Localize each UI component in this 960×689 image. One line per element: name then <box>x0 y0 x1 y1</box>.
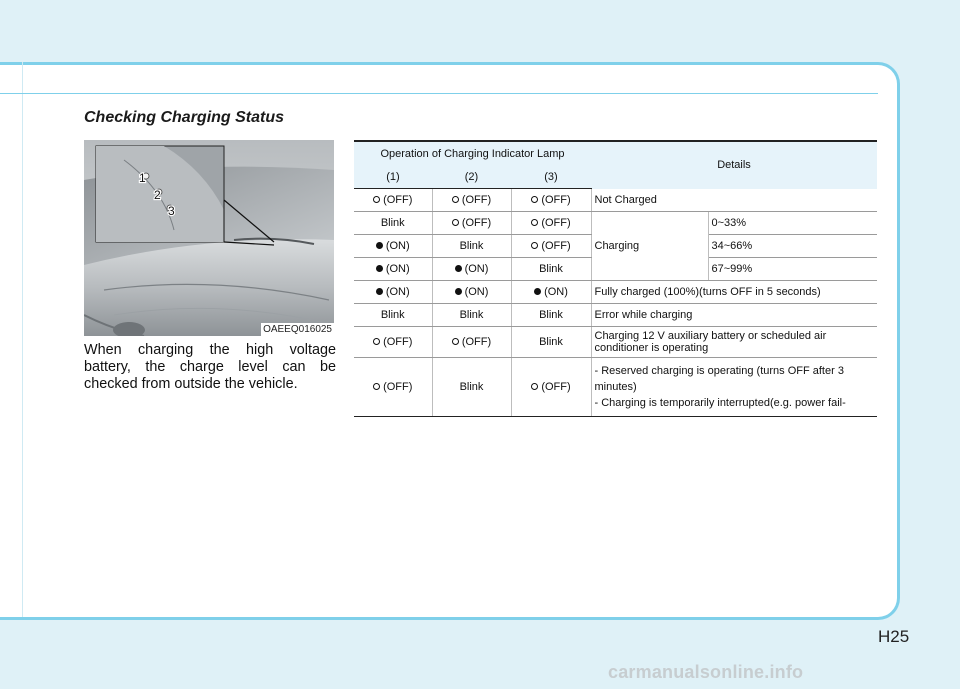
lamp-state-label: Blink <box>459 381 484 393</box>
lamp-indicator <box>531 381 570 393</box>
lamp-indicator <box>531 217 570 229</box>
lamp-cell <box>354 304 432 327</box>
lamp-indicator <box>531 194 570 206</box>
lamp-indicator <box>381 309 405 321</box>
detail-cell: 34~66% <box>708 235 877 258</box>
body-text: When charging the high voltage battery, the charge level can be checked from outside the vehicle. <box>84 342 336 392</box>
table-row <box>354 327 877 358</box>
callout-3: 3 <box>168 204 175 218</box>
table-row <box>354 189 877 212</box>
lamp-state-label: (OFF) <box>461 216 492 229</box>
lamp-state-label: Blink <box>539 263 563 275</box>
detail-cell: 67~99% <box>708 258 877 281</box>
detail-list <box>595 361 875 413</box>
lamp-cell <box>432 281 511 304</box>
hollow-circle-icon <box>452 338 459 345</box>
lamp-indicator <box>381 217 405 229</box>
lamp-indicator <box>452 217 491 229</box>
lamp-state-label: (OFF) <box>541 380 571 393</box>
lamp-state-label: (ON) <box>464 262 489 275</box>
lamp-cell <box>432 304 511 327</box>
lamp-cell <box>354 358 432 417</box>
lamp-indicator <box>452 194 491 206</box>
filled-circle-icon <box>455 265 462 272</box>
lamp-state-label: (OFF) <box>383 335 413 348</box>
hollow-circle-icon <box>373 383 380 390</box>
lamp-indicator <box>376 263 410 275</box>
lamp-state-label: (OFF) <box>541 216 571 229</box>
hollow-circle-icon <box>531 219 538 226</box>
lamp-cell <box>354 189 432 212</box>
lamp-indicator <box>376 240 410 252</box>
lamp-header-2: (2) <box>432 165 511 189</box>
table-body <box>354 189 877 417</box>
lamp-header-3: (3) <box>511 165 591 189</box>
charging-status-table <box>354 140 877 417</box>
lamp-cell <box>432 358 511 417</box>
lamp-state-label: (ON) <box>464 285 489 298</box>
hollow-circle-icon <box>373 338 380 345</box>
lamp-cell <box>511 327 591 358</box>
detail-cell: Not Charged <box>591 189 877 212</box>
filled-circle-icon <box>376 242 383 249</box>
lamp-state-label: (ON) <box>544 285 568 298</box>
lamp-indicator <box>539 263 563 275</box>
lamp-state-label: (OFF) <box>541 239 571 252</box>
lamp-cell <box>432 235 511 258</box>
lamp-cell <box>511 358 591 417</box>
lamp-indicator <box>376 286 410 298</box>
lamp-indicator <box>460 240 484 252</box>
lamp-cell <box>511 235 591 258</box>
callout-2: 2 <box>154 188 161 202</box>
table-row <box>354 358 877 417</box>
figure-code: OAEEQ016025 <box>263 324 332 335</box>
lamp-cell <box>511 258 591 281</box>
lamp-indicator <box>460 381 484 393</box>
lamp-cell <box>511 189 591 212</box>
header-rule <box>0 93 878 94</box>
detail-list-item: - Charging is temporarily interrupted(e.g. power fail- <box>594 397 846 409</box>
table-header-row <box>354 141 877 165</box>
lamp-cell <box>511 304 591 327</box>
lamp-state-label: Blink <box>539 336 563 348</box>
hollow-circle-icon <box>531 196 538 203</box>
lamp-cell <box>354 212 432 235</box>
hollow-circle-icon <box>373 196 380 203</box>
detail-cell: Error while charging <box>591 304 877 327</box>
watermark: carmanualsonline.info <box>608 662 804 682</box>
lamp-indicator <box>373 194 412 206</box>
page-number: H25 <box>878 627 910 646</box>
lamp-indicator <box>452 336 491 348</box>
page-margin-rule <box>22 62 23 617</box>
detail-list-item: - Reserved charging is operating (turns OFF after 3 minutes) <box>594 365 844 393</box>
details-header: Details <box>591 141 877 189</box>
lamp-cell <box>354 327 432 358</box>
filled-circle-icon <box>376 265 383 272</box>
hollow-circle-icon <box>452 196 459 203</box>
lamp-cell <box>354 281 432 304</box>
lamp-indicator <box>534 286 568 298</box>
lamp-state-label: Blink <box>380 309 405 321</box>
lamp-state-label: Blink <box>459 309 484 321</box>
table-row <box>354 281 877 304</box>
lamp-header-1: (1) <box>354 165 432 189</box>
lamp-cell <box>511 281 591 304</box>
callout-1: 1 <box>139 171 146 185</box>
lamp-indicator <box>373 381 412 393</box>
lamp-state-label: Blink <box>539 309 563 321</box>
lamp-indicator <box>455 286 489 298</box>
hollow-circle-icon <box>531 383 538 390</box>
filled-circle-icon <box>455 288 462 295</box>
detail-cell: 0~33% <box>708 212 877 235</box>
hollow-circle-icon <box>531 242 538 249</box>
detail-cell: Fully charged (100%)(turns OFF in 5 seconds) <box>591 281 877 304</box>
lamp-state-label: (OFF) <box>461 335 492 348</box>
lamp-indicator <box>539 309 563 321</box>
table-row <box>354 304 877 327</box>
lamp-state-label: (OFF) <box>541 193 571 206</box>
lamp-cell <box>432 327 511 358</box>
lamp-state-label: (ON) <box>385 239 410 252</box>
lamp-cell <box>432 258 511 281</box>
section-title: Checking Charging Status <box>84 109 285 126</box>
lamp-state-label: (OFF) <box>383 380 413 393</box>
lamp-state-label: (OFF) <box>461 193 492 206</box>
hollow-circle-icon <box>452 219 459 226</box>
charging-lamp-figure <box>84 140 334 336</box>
lamp-cell <box>432 189 511 212</box>
filled-circle-icon <box>376 288 383 295</box>
lamp-cell <box>432 212 511 235</box>
lamp-state-label: (ON) <box>385 285 410 298</box>
lamp-cell <box>511 212 591 235</box>
lamp-indicator <box>531 240 570 252</box>
lamp-indicator <box>539 336 563 348</box>
lamp-state-label: Blink <box>459 240 484 252</box>
lamp-cell <box>354 258 432 281</box>
detail-cell: Charging 12 V auxiliary battery or scheduled air conditioner is operating <box>591 327 877 358</box>
filled-circle-icon <box>534 288 541 295</box>
detail-group-label: Charging <box>591 212 708 281</box>
table-row <box>354 212 877 235</box>
lamp-cell <box>354 235 432 258</box>
lamp-indicator <box>460 309 484 321</box>
group-header: Operation of Charging Indicator Lamp <box>354 141 591 165</box>
lamp-indicator <box>455 263 489 275</box>
car-illustration <box>84 140 334 336</box>
lamp-state-label: (ON) <box>385 262 410 275</box>
lamp-state-label: Blink <box>380 217 405 229</box>
lamp-state-label: (OFF) <box>383 193 413 206</box>
lamp-indicator <box>373 336 412 348</box>
detail-cell <box>591 358 877 417</box>
